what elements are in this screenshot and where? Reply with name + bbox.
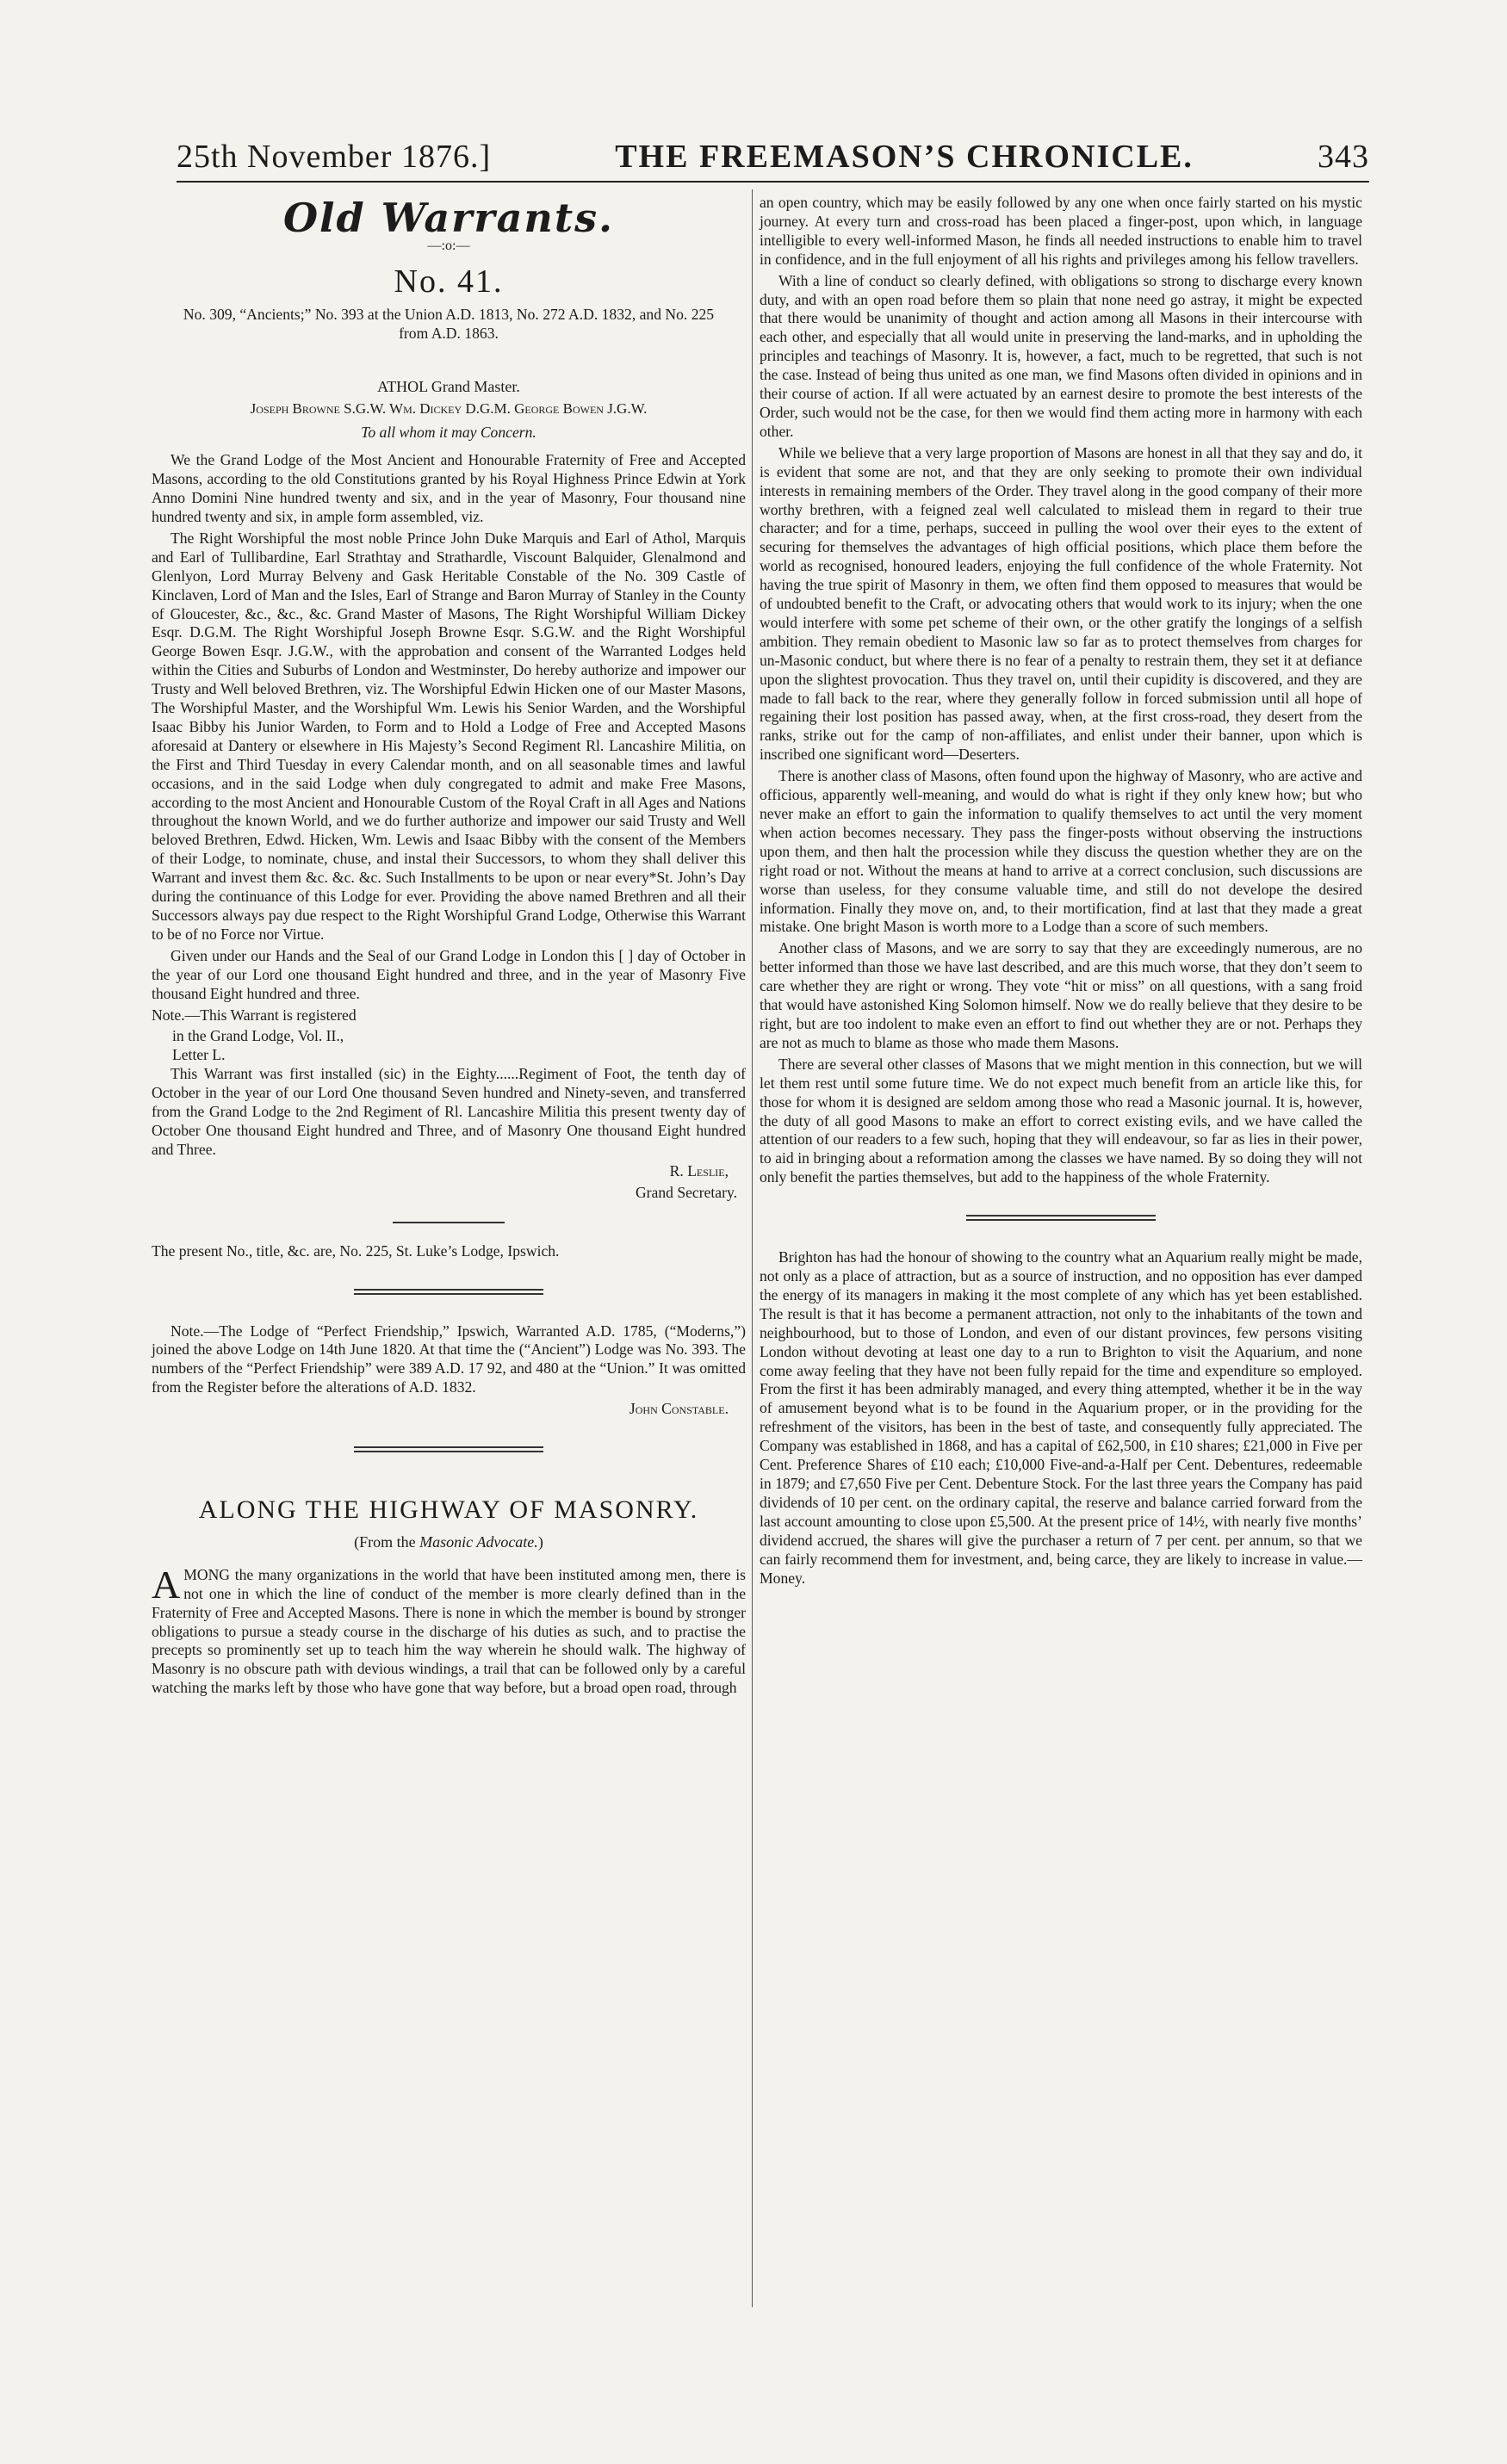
highway-paragraph: While we believe that a very large proportion of Masons are honest in all that they say and do, it is evident that some are not, and that they are only seeking to promote their own individual interests in remaining members of the Order. They travel along in the good company of their more worthy brethren, with a feigned zeal well calculated to mislead them in regard to their true character; and for a time, perhaps, succeed in pulling the wool over their eyes to the extent of securing for themselves the advantages of high official positions, which place them before the world as recognised, honoured leaders, enjoying the full confidence of the whole Fraternity. Not having the true spirit of Masonry in them, we often find them opposed to measures that would be of undoubted benefit to the Craft, or advocating others that would work to its injury; when the one would interfere with some pet scheme of their own, or the other gratify the longings of a selfish ambition. They remain obedient to Masonic law so far as to protect themselves from charges for un-Masonic conduct, but where there is no fear of a penalty to restrain them, they set it at defiance upon the slightest provocation. Thus they travel on, until their cupidity is discovered, and they are made to fall back to the rear, where they generally follow in forced submission until all hope of regaining their lost position has passed away, when, at the first cross-road, they desert from the ranks, strike out for the camp of non-affiliates, and enlist under their banner, upon which is inscribed one significant word—Deserters.: [760, 443, 1362, 764]
warrant-paragraph: The Right Worshipful the most noble Prince John Duke Marquis and Earl of Athol, Marquis and Earl of Tullibardine, Earl Strathtay and Strathardle, Viscount Balquider, Glenalmond and Glenlyon, Lord Murray Belveny and Gask Heritable Constable of the No. 309 Castle of Kinclaven, Lord of Man and the Isles, Earl of Strange and Baron Murray of Stanley in the County of Gloucester, &c., &c., &c. Grand Master of Masons, The Right Worshipful William Dickey Esqr. D.G.M. The Right Worshipful Joseph Browne Esqr. S.G.W. and the Right Worshipful George Bowen Esqr. J.G.W., with the approbation and consent of the Warranted Lodges held within the Cities and Suburbs of London and Westminster, Do hereby authorize and impower our Trusty and Well beloved Brethren, viz. The Worshipful Edwin Hicken one of our Master Masons, The Worshipful Master, and the Worshipful Wm. Lewis his Senior Warden, and the Worshipful Isaac Bibby his Junior Warden, to Form and to Hold a Lodge of Free and Accepted Masons aforesaid at Dantery or elsewhere in His Majesty’s Second Regiment Rl. Lancashire Militia, on the First and Third Tuesday in every Calendar month, and on all seasonable times and lawful occasions, and in the said Lodge when duly congregated to admit and make Free Masons, according to the most Ancient and Honourable Custom of the Royal Craft in all Ages and Nations throughout the known World, and we do further authorize and impower our said Trusty and Well beloved Brethren, Edwd. Hicken, Wm. Lewis and Isaac Bibby with the consent of the Members of their Lodge, to nominate, chuse, and instal their Successors, to whom they shall deliver this Warrant and invest them &c. &c. &c. Such Installments to be upon or near every*St. John’s Day during the continuance of this Lodge for ever. Providing the above named Brethren and all their Successors always pay due respect to the Right Worshipful Grand Lodge, Otherwise this Warrant to be of no Force nor Virtue.: [152, 529, 746, 943]
drop-cap: A: [152, 1562, 181, 1607]
warrant-note: in the Grand Lodge, Vol. II.,: [172, 1027, 344, 1045]
present-number-line: The present No., title, &c. are, No. 225, St. Luke’s Lodge, Ipswich.: [152, 1241, 560, 1260]
column-divider: [752, 189, 753, 2307]
double-rule: [354, 1289, 543, 1295]
warrant-note: Note.—This Warrant is registered: [152, 1006, 357, 1024]
warrant-note: Letter L.: [172, 1046, 226, 1064]
masthead-date: 25th November 1876.]: [177, 139, 492, 175]
double-rule: [354, 1446, 543, 1452]
lodge-note: Note.—The Lodge of “Perfect Friendship,” Ipswich, Warranted A.D. 1785, (“Moderns,”) joined the above Lodge on 14th June 1820. At that time the (“Ancient”) Lodge was No. 393. The numbers of the “Perfect Friendship” were 389 A.D. 17 92, and 480 at the “Union.” It was omitted from the Register before the alterations of A.D. 1832.: [152, 1322, 746, 1396]
double-rule: [966, 1215, 1156, 1221]
warrant-paragraph: We the Grand Lodge of the Most Ancient and Honourable Fraternity of Free and Accepted Masons, according to the old Constitutions granted by his Royal Highness Prince Edwin at York Anno Domini Nine hundred twenty and six, and in the year of Masonry, Four thousand nine hundred twenty and six, in ample form assembled, viz.: [152, 451, 746, 525]
warrant-signatories: [152, 378, 746, 443]
warden-names-line: Joseph Browne S.G.W. Wm. Dickey D.G.M. George Bowen J.G.W.: [250, 400, 648, 418]
highway-paragraph: There are several other classes of Masons that we might mention in this connection, but we will let them rest until some future time. We do not expect much benefit from an article like this, for those for whom it is designed are seldom among those who read a Masonic journal. It is, however, the duty of all good Masons to make an effort to correct existing evils, and we have called the attention of our readers to a few such, hoping that they will endeavour, so far as lies in their power, to aid in bringing about a reformation among the classes we have named. By so doing they will not only benefit the parties themselves, but add to the happiness of the whole Fraternity.: [760, 1055, 1362, 1186]
warrant-subheading: No. 309, “Ancients;” No. 393 at the Union A.D. 1813, No. 272 A.D. 1832, and No. 225 from A.D. 1863.: [183, 305, 715, 342]
ornament-divider: —:o:—: [427, 238, 470, 253]
page-number: 343: [1318, 139, 1369, 175]
highway-paragraph-text: MONG the many organizations in the world that have been instituted among men, there is not one in which the line of conduct of the member is more clearly defined than in the Fraternity of Free and Accepted Masons. There is none in which the member is bound by stronger obligations to pursue a steady course in the discharge of his duties as such, and to practise the precepts so prominently set up to teach him the way wherein he should walk. The highway of Masonry is no obscure path with devious windings, a trail that can be followed only by a careful watching the marks left by those who have gone that way before, but a broad open road, through: [152, 1565, 746, 1697]
highway-article-title: ALONG THE HIGHWAY OF MASONRY.: [198, 1495, 699, 1525]
highway-paragraph: Another class of Masons, and we are sorry to say that they are exceedingly numerous, are no better informed than those we have last described, and are this much worse, that they don’t seem to care whether they are right or wrong. They vote “hit or miss” on all questions, with a sang froid that would have astonished King Solomon himself. Now we do really believe that they desire to be right, but are too indolent to make even an effort to find out whether they are or not. Perhaps they are not as much to blame as those who made them Masons.: [760, 939, 1362, 1051]
highway-paragraph: [152, 1562, 746, 1698]
warrant-paragraph: Given under our Hands and the Seal of our Grand Lodge in London this [ ] day of October in the year of our Lord one thousand Eight hundred and three, and in the year of Masonry Five thousand Eight hundred and three.: [152, 946, 746, 1002]
highway-paragraph: There is another class of Masons, often found upon the highway of Masonry, who are active and officious, apparently well-meaning, and would do what is right if they only knew how; but who never make an effort to gain the information to qualify themselves to act until the very moment when action becomes necessary. They pass the finger-posts without observing the instructions upon them, and then halt the procession while they discuss the question whether they are on the right road or not. Without the means at hand to arrive at a correct conclusion, such discussions are worse than useless, for they consume valuable time, and still do not develope the desired information. Finally they move on, and, to their mortification, find at last that they made a great mistake. One bright Mason is worth more to a Lodge than a score of such members.: [760, 767, 1362, 936]
masthead: [177, 131, 1369, 183]
signature-name: R. Leslie,: [669, 1161, 729, 1179]
salutation-line: To all whom it may Concern.: [361, 424, 536, 442]
highway-paragraph: an open country, which may be easily followed by any one when once fairly started on his mystic journey. At every turn and cross-road has been placed a finger-post, upon which, in language intelligible to every well-informed Mason, he finds all needed instructions to enable him to travel in confidence, and in the full enjoyment of all his rights and privileges among his fellow travellers.: [760, 194, 1362, 268]
old-warrants-heading: Old Warrants.: [282, 195, 615, 241]
highway-paragraph: With a line of conduct so clearly defined, with obligations so strong to discharge every known duty, and with an open road before them so plain that none need go astray, it might be expected that there would be unanimity of thought and action among all Masons in their intercourse with each other, and especially that all would unite in preserving the land-marks, and in upholding the principles and teachings of Masonry. It is, however, a fact, much to be regretted, that such is not the case. Instead of being thus united as one man, we find Masons often divided in opinions and in their course of action. If all were actuated by an earnest desire to promote the best interests of the Order, such would not be the case, for then we would find them acting more in harmony with each other.: [760, 271, 1362, 440]
brighton-paragraph: Brighton has had the honour of showing to the country what an Aquarium really might be made, not only as a place of attraction, but as a source of instruction, and no opposition has ever damped the energy of its managers in making it the most complete of any which has yet been established. The result is that it has become a permanent attraction, not only to the inhabitants of the town and neighbourhood, but to those of London, and even of our distant provinces, few persons visiting London without devoting at least one day to a run to Brighton to visit the Aquarium, and none come away feeling that they have not been fully repaid for the time and expenditure so employed. From the first it has been admirably managed, and every thing attempted, whether it be in the way of amusement beyond what is to be found in the Aquarium proper, or in the providing for the refreshment of the visitors, has been in the best of taste, and consequently fully appreciated. The Company was established in 1868, and has a capital of £62,500, in £10 shares; £21,000 in Five per Cent. Preference Shares of £10 each; £10,000 Five-and-a-Half per Cent. Debentures, redeemable in 1879; and £7,650 Five per Cent. Debenture Stock. For the last three years the Company has paid dividends of 10 per cent. on the ordinary capital, the reserve and balance carried forward from the last account amounting to close upon £5,500. At the present price of 14½, with nearly five months’ dividend accrued, the shares will give the purchaser a return of 7 per cent. per annum, so that we can fairly recommend them for investment, and, being carce, they are likely to increase in value.—Money.: [760, 1248, 1362, 1587]
source-name: Masonic Advocate.: [419, 1532, 538, 1551]
short-rule: [393, 1222, 505, 1223]
note-signature: John Constable.: [629, 1400, 729, 1418]
grand-master-line: ATHOL Grand Master.: [377, 377, 520, 395]
warrant-number-heading: No. 41.: [394, 263, 504, 300]
right-column: [760, 194, 1362, 1590]
left-column: [152, 194, 746, 1700]
source-prefix: (From the: [354, 1532, 420, 1551]
article-source: [152, 1533, 746, 1552]
signature-title: Grand Secretary.: [635, 1183, 737, 1201]
masthead-title: THE FREEMASON’S CHRONICLE.: [615, 139, 1194, 175]
warrant-paragraph: This Warrant was first installed (sic) in the Eighty......Regiment of Foot, the tenth day of October in the year of our Lord One thousand Seven hundred and Ninety-seven, and transferred from the Grand Lodge to the 2nd Regiment of Rl. Lancashire Militia this present twenty day of October One thousand Eight hundred and Three, and of Masonry One thousand Eight hundred and Three.: [152, 1065, 746, 1158]
source-suffix: ): [537, 1532, 543, 1551]
